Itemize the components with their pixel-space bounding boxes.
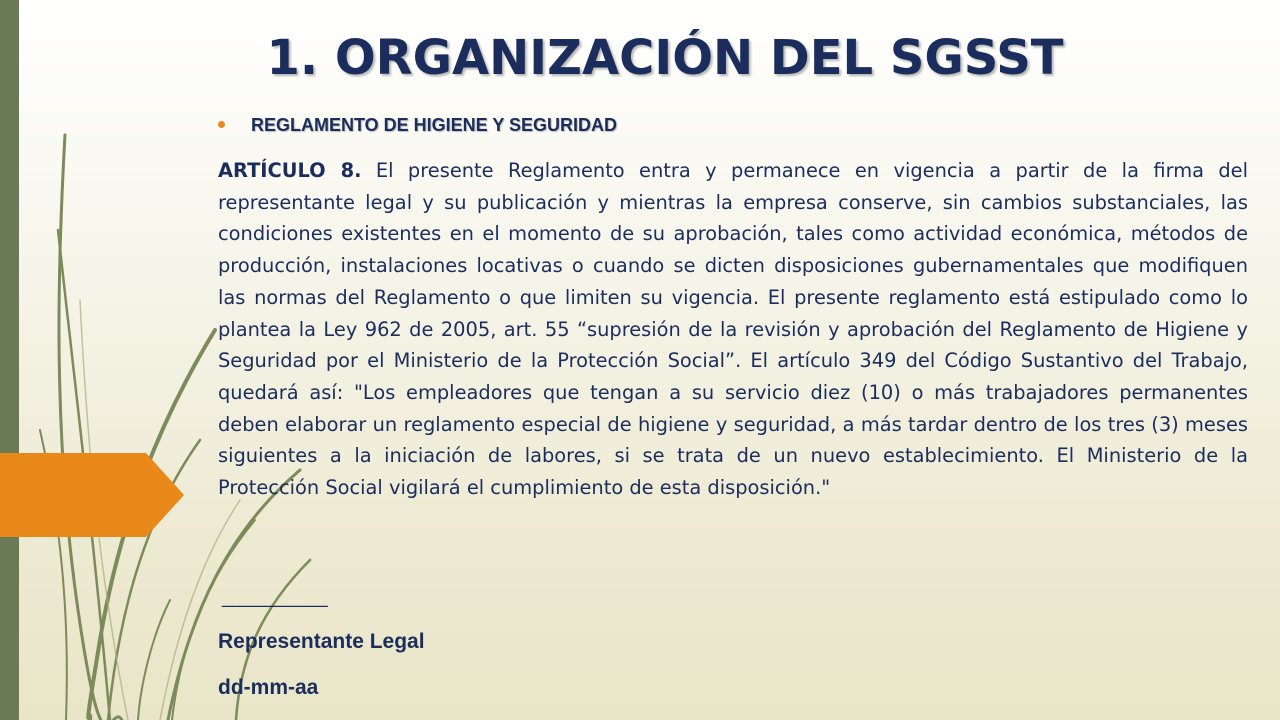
bullet-icon [218,121,225,128]
article-label: ARTÍCULO 8. [218,159,362,182]
orange-accent-tab [0,453,184,537]
slide-title: 1. ORGANIZACIÓN DEL SGSST [266,30,1064,86]
signature-date: dd-mm-aa [218,676,319,699]
bullet-heading-text: REGLAMENTO DE HIGIENE Y SEGURIDAD [251,115,618,135]
bullet-heading [218,115,617,136]
article-paragraph [218,155,1248,504]
signature-role: Representante Legal [218,630,425,653]
signature-line: __________ [222,587,328,608]
article-body: El presente Reglamento entra y permanece en vigencia a partir de la firma del representante legal y su publicación y mientras la empresa conserve, sin cambios substanciales, las condiciones existentes en el momento de su aprobación, tales como actividad económica, métodos de producción, instalaciones locativas o cuando se dicten disposiciones gubernamentales que modifiquen las normas del Reglamento o que limiten su vigencia. El presente reglamento está estipulado como lo plantea la Ley 962 de 2005, art. 55 “supresión de la revisión y aprobación del Reglamento de Higiene y Seguridad por el Ministerio de la Protección Social”. El artículo 349 del Código Sustantivo del Trabajo, quedará así: "Los empleadores que tengan a su servicio diez (10) o más trabajadores permanentes deben elaborar un reglamento especial de higiene y seguridad, a más tardar dentro de los tres (3) meses siguientes a la iniciación de labores, si se trata de un nuevo establecimiento. El Ministerio de la Protección Social vigilará el cumplimiento de esta disposición." [218,159,1248,500]
